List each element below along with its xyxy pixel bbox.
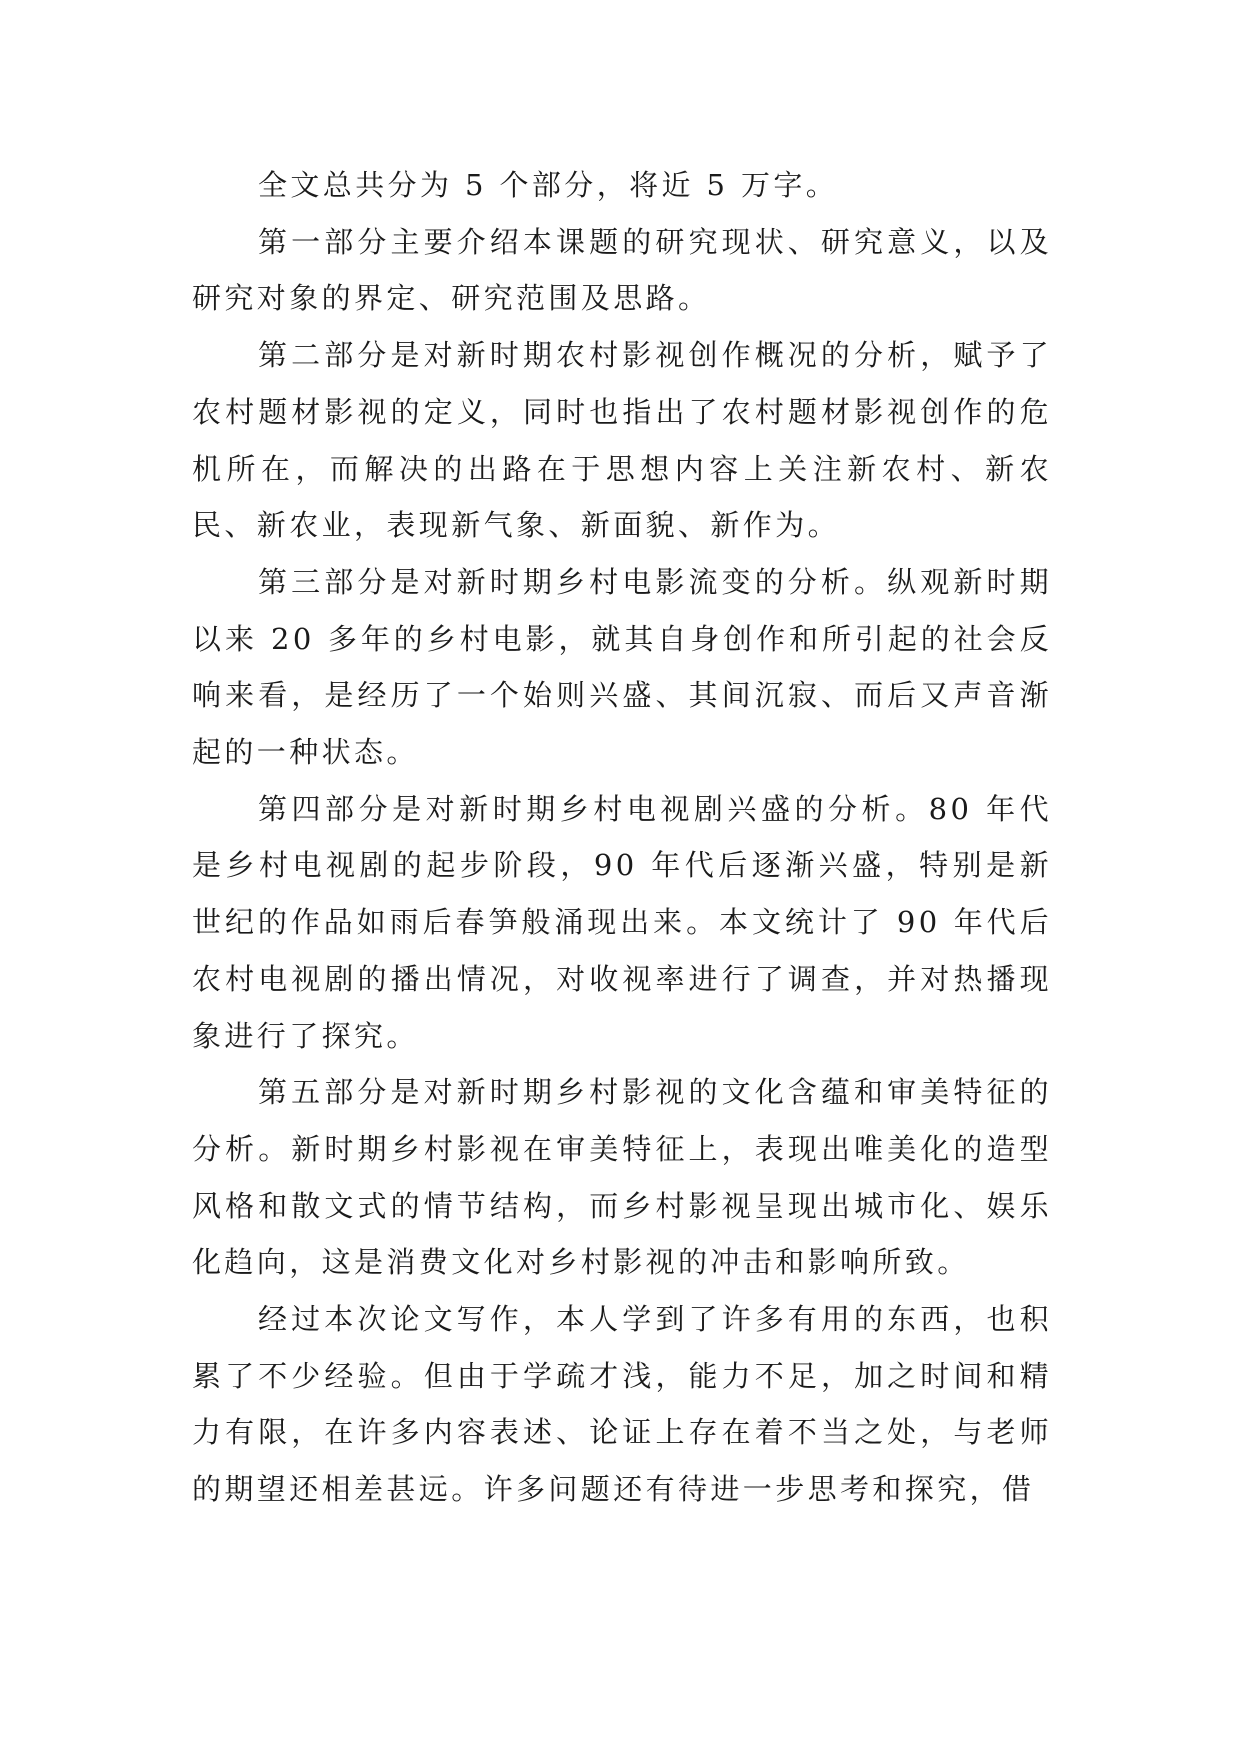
paragraph-part-four: 第四部分是对新时期乡村电视剧兴盛的分析。80 年代是乡村电视剧的起步阶段，90 年代后逐渐兴盛，特别是新世纪的作品如雨后春笋般涌现出来。本文统计了 90 年代后农村电视剧的播出情况，对收视率进行了调查，并对热播现象进行了探究。	[192, 791, 1052, 1053]
paragraph-part-one: 第一部分主要介绍本课题的研究现状、研究意义，以及研究对象的界定、研究范围及思路。	[192, 224, 1052, 316]
paragraph-part-two: 第二部分是对新时期农村影视创作概况的分析，赋予了农村题材影视的定义，同时也指出了农村题材影视创作的危机所在，而解决的出路在于思想内容上关注新农村、新农民、新农业，表现新气象、新面貌、新作为。	[192, 338, 1052, 543]
document-body	[192, 157, 1052, 1518]
paragraph-overview: 全文总共分为 5 个部分，将近 5 万字。	[258, 168, 839, 202]
paragraph-part-three: 第三部分是对新时期乡村电影流变的分析。纵观新时期以来 20 多年的乡村电影，就其自身创作和所引起的社会反响来看，是经历了一个始则兴盛、其间沉寂、而后又声音渐起的一种状态。	[192, 564, 1052, 770]
paragraph-conclusion: 经过本次论文写作，本人学到了许多有用的东西，也积累了不少经验。但由于学疏才浅，能力不足，加之时间和精力有限，在许多内容表述、论证上存在着不当之处，与老师的期望还相差甚远。许多问题还有待进一步思考和探究，借	[192, 1302, 1052, 1507]
paragraph-part-five: 第五部分是对新时期乡村影视的文化含蕴和审美特征的分析。新时期乡村影视在审美特征上，表现出唯美化的造型风格和散文式的情节结构，而乡村影视呈现出城市化、娱乐化趋向，这是消费文化对乡村影视的冲击和影响所致。	[192, 1075, 1052, 1280]
